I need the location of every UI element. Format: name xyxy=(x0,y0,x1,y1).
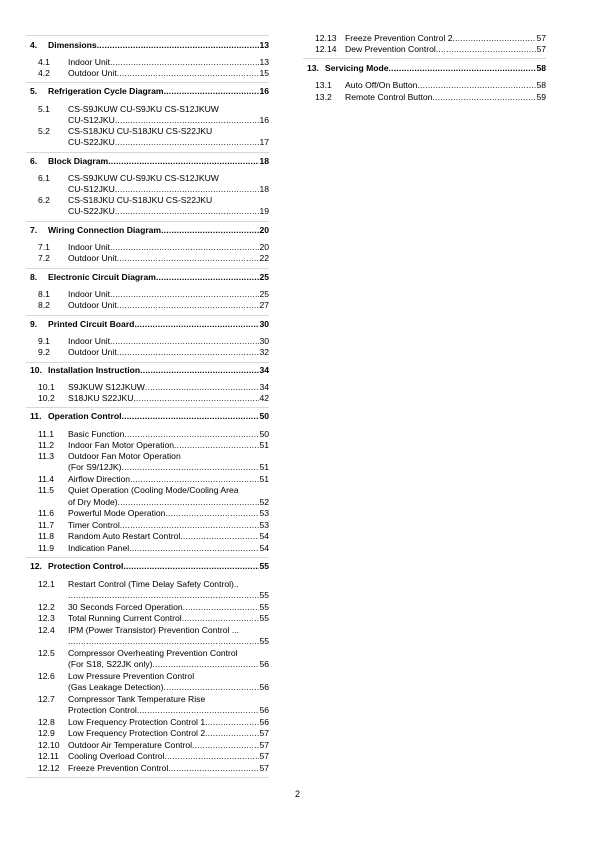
toc-subentry-continuation[interactable] xyxy=(26,636,269,647)
dot-leader xyxy=(452,33,536,44)
toc-section-entry[interactable] xyxy=(303,63,546,74)
section-divider xyxy=(26,407,269,408)
toc-subentry[interactable] xyxy=(26,336,269,347)
entry-number: 12.4 xyxy=(38,625,55,635)
toc-subentry[interactable] xyxy=(26,393,269,404)
entry-title: Indoor Fan Motor Operation xyxy=(68,440,175,450)
toc-subentry[interactable] xyxy=(26,451,269,462)
entry-number: 5.2 xyxy=(38,126,50,136)
entry-number: 11. xyxy=(30,411,42,421)
entry-title: Basic Function xyxy=(68,429,125,439)
entry-title: Compressor Overheating Prevention Control xyxy=(68,648,238,658)
entry-page: 13 xyxy=(259,40,269,50)
entry-title: Total Running Current Control xyxy=(68,613,182,623)
entry-title: CU-S12JKU xyxy=(68,184,115,194)
toc-subentry[interactable] xyxy=(26,485,269,496)
dot-leader xyxy=(124,429,259,440)
dot-leader xyxy=(123,561,259,572)
toc-subentry-continuation[interactable] xyxy=(26,137,269,148)
toc-subentry[interactable] xyxy=(26,195,269,206)
entry-number: 13.1 xyxy=(315,80,332,90)
entry-page: 53 xyxy=(259,520,269,530)
entry-number: 4. xyxy=(30,40,38,50)
entry-page: 16 xyxy=(259,86,269,96)
entry-title: Servicing Mode xyxy=(325,63,389,73)
toc-subentry-continuation[interactable] xyxy=(26,682,269,693)
entry-number: 11.2 xyxy=(38,440,55,450)
toc-subentry-continuation[interactable] xyxy=(26,184,269,195)
toc-subentry[interactable] xyxy=(26,173,269,184)
entry-title: Freeze Prevention Control 2 xyxy=(345,33,453,43)
entry-page: 17 xyxy=(259,137,269,147)
entry-number: 11.3 xyxy=(38,451,55,461)
entry-page: 57 xyxy=(259,751,269,761)
toc-subentry[interactable] xyxy=(26,543,269,554)
entry-title: CS-S9JKUW CU-S9JKU CS-S12JKUW xyxy=(68,173,219,183)
entry-number: 11.4 xyxy=(38,474,55,484)
entry-number: 12.10 xyxy=(38,740,60,750)
section-divider xyxy=(26,315,269,316)
entry-page: 13 xyxy=(259,57,269,67)
toc-section-entry[interactable] xyxy=(26,319,269,330)
entry-number: 9. xyxy=(30,319,38,329)
toc-subentry-continuation[interactable] xyxy=(26,705,269,716)
toc-subentry[interactable] xyxy=(26,242,269,253)
entry-title: CU-S22JKU xyxy=(68,137,115,147)
entry-number: 12.6 xyxy=(38,671,55,681)
toc-section-entry[interactable] xyxy=(26,225,269,236)
entry-page: 57 xyxy=(259,728,269,738)
entry-page: 56 xyxy=(259,682,269,692)
entry-page: 19 xyxy=(259,206,269,216)
entry-title: Outdoor Unit xyxy=(68,300,117,310)
entry-title: Timer Control xyxy=(68,520,120,530)
toc-subentry[interactable] xyxy=(26,694,269,705)
entry-number: 4.1 xyxy=(38,57,50,67)
toc-section-entry[interactable] xyxy=(26,40,269,51)
entry-page: 55 xyxy=(259,561,269,571)
entry-page: 56 xyxy=(259,717,269,727)
toc-section-entry[interactable] xyxy=(26,156,269,167)
entry-number: 6.2 xyxy=(38,195,50,205)
dot-leader xyxy=(183,602,260,613)
toc-subentry-continuation[interactable] xyxy=(26,206,269,217)
toc-section-entry[interactable] xyxy=(26,411,269,422)
entry-page: 42 xyxy=(259,393,269,403)
entry-title: Indoor Unit xyxy=(68,57,111,67)
toc-subentry-continuation[interactable] xyxy=(26,590,269,601)
dot-leader xyxy=(120,520,260,531)
toc-subentry[interactable] xyxy=(26,57,269,68)
entry-title: 30 Seconds Forced Operation xyxy=(68,602,183,612)
entry-number: 10.2 xyxy=(38,393,55,403)
dot-leader xyxy=(130,474,259,485)
entry-number: 12.1 xyxy=(38,579,55,589)
entry-number: 13. xyxy=(307,63,319,73)
dot-leader xyxy=(174,440,259,451)
dot-leader xyxy=(432,92,536,103)
toc-subentry-continuation[interactable] xyxy=(26,659,269,670)
entry-title: Indoor Unit xyxy=(68,242,111,252)
dot-leader xyxy=(145,382,260,393)
entry-title: Outdoor Unit xyxy=(68,68,117,78)
entry-number: 4.2 xyxy=(38,68,50,78)
entry-title: CU-S12JKU xyxy=(68,115,115,125)
toc-subentry[interactable] xyxy=(26,520,269,531)
dot-leader xyxy=(205,717,259,728)
entry-page: 15 xyxy=(259,68,269,78)
entry-number: 6.1 xyxy=(38,173,50,183)
entry-page: 54 xyxy=(259,531,269,541)
entry-title: (For S9/12JK) xyxy=(68,462,122,472)
entry-number: 11.9 xyxy=(38,543,55,553)
entry-title: Indoor Unit xyxy=(68,336,111,346)
entry-number: 11.1 xyxy=(38,429,55,439)
entry-title: Dimensions xyxy=(48,40,97,50)
entry-number: 12. xyxy=(30,561,42,571)
entry-number: 12.5 xyxy=(38,648,55,658)
toc-subentry[interactable] xyxy=(26,671,269,682)
dot-leader xyxy=(192,740,259,751)
dot-leader xyxy=(140,365,259,376)
entry-title: Protection Control xyxy=(68,705,137,715)
entry-title: Installation Instruction xyxy=(48,365,141,375)
dot-leader xyxy=(161,225,259,236)
entry-title: (For S18, S22JK only) xyxy=(68,659,153,669)
toc-subentry-continuation[interactable] xyxy=(26,115,269,126)
entry-number: 12.2 xyxy=(38,602,55,612)
entry-title: Outdoor Unit xyxy=(68,253,117,263)
entry-page: 20 xyxy=(259,242,269,252)
entry-number: 5.1 xyxy=(38,104,50,114)
toc-subentry[interactable] xyxy=(26,289,269,300)
entry-number: 12.14 xyxy=(315,44,337,54)
dot-leader xyxy=(417,80,536,91)
dot-leader xyxy=(165,751,260,762)
dot-leader xyxy=(97,40,260,51)
entry-title: Dew Prevention Control xyxy=(345,44,436,54)
entry-title: Random Auto Restart Control xyxy=(68,531,181,541)
dot-leader xyxy=(115,184,260,195)
entry-number: 7. xyxy=(30,225,38,235)
entry-number: 12.9 xyxy=(38,728,55,738)
dot-leader xyxy=(118,497,260,508)
entry-title: Outdoor Unit xyxy=(68,347,117,357)
toc-subentry-continuation[interactable] xyxy=(26,497,269,508)
entry-page: 18 xyxy=(259,156,269,166)
dot-leader xyxy=(68,636,259,647)
section-divider xyxy=(26,362,269,363)
dot-leader xyxy=(182,613,260,624)
entry-page: 55 xyxy=(259,636,269,646)
entry-page: 53 xyxy=(259,508,269,518)
toc-subentry-continuation[interactable] xyxy=(26,462,269,473)
entry-title: Electronic Circuit Diagram xyxy=(48,272,156,282)
dot-leader xyxy=(389,63,537,74)
dot-leader xyxy=(137,705,260,716)
entry-title: Freeze Prevention Control xyxy=(68,763,169,773)
entry-number: 8.1 xyxy=(38,289,50,299)
dot-leader xyxy=(153,659,260,670)
toc-subentry[interactable] xyxy=(26,300,269,311)
section-divider xyxy=(26,268,269,269)
entry-page: 57 xyxy=(536,33,546,43)
entry-number: 12.13 xyxy=(315,33,337,43)
entry-title: Protection Control xyxy=(48,561,124,571)
entry-title: S9JKUW S12JKUW xyxy=(68,382,145,392)
dot-leader xyxy=(134,319,259,330)
section-divider xyxy=(26,221,269,222)
entry-number: 9.1 xyxy=(38,336,50,346)
entry-page: 30 xyxy=(259,319,269,329)
toc-subentry[interactable] xyxy=(26,531,269,542)
entry-page: 16 xyxy=(259,115,269,125)
entry-title: Wiring Connection Diagram xyxy=(48,225,162,235)
entry-number: 12.11 xyxy=(38,751,59,761)
entry-number: 12.7 xyxy=(38,694,55,704)
toc-subentry[interactable] xyxy=(26,382,269,393)
entry-title: CS-S18JKU CU-S18JKU CS-S22JKU xyxy=(68,195,213,205)
toc-subentry[interactable] xyxy=(26,253,269,264)
entry-page: 18 xyxy=(259,184,269,194)
entry-page: 32 xyxy=(259,347,269,357)
dot-leader xyxy=(129,543,259,554)
entry-title: of Dry Mode) xyxy=(68,497,118,507)
page-number: 2 xyxy=(294,789,300,799)
dot-leader xyxy=(117,300,260,311)
entry-number: 7.2 xyxy=(38,253,50,263)
entry-number: 8.2 xyxy=(38,300,50,310)
dot-leader xyxy=(122,411,260,422)
entry-title: Powerful Mode Operation xyxy=(68,508,166,518)
section-divider xyxy=(26,82,269,83)
entry-title: Cooling Overload Control xyxy=(68,751,165,761)
entry-page: 55 xyxy=(259,613,269,623)
toc-subentry[interactable] xyxy=(26,751,269,762)
entry-page: 51 xyxy=(259,440,269,450)
section-divider xyxy=(26,152,269,153)
dot-leader xyxy=(117,347,260,358)
toc-section-entry[interactable] xyxy=(26,365,269,376)
dot-leader xyxy=(68,590,259,601)
dot-leader xyxy=(133,393,259,404)
dot-leader xyxy=(108,156,259,167)
entry-page: 58 xyxy=(536,63,546,73)
entry-number: 10. xyxy=(30,365,42,375)
toc-subentry[interactable] xyxy=(26,429,269,440)
entry-title: Remote Control Button xyxy=(345,92,433,102)
entry-number: 11.8 xyxy=(38,531,55,541)
dot-leader xyxy=(436,44,537,55)
toc-subentry[interactable] xyxy=(303,44,546,55)
entry-number: 12.12 xyxy=(38,763,60,773)
entry-page: 57 xyxy=(536,44,546,54)
toc-section-entry[interactable] xyxy=(26,272,269,283)
toc-subentry[interactable] xyxy=(26,508,269,519)
entry-title: Operation Control xyxy=(48,411,122,421)
entry-page: 30 xyxy=(259,336,269,346)
entry-page: 20 xyxy=(259,225,269,235)
entry-title: Outdoor Air Temperature Control xyxy=(68,740,193,750)
section-divider xyxy=(303,58,546,59)
entry-number: 8. xyxy=(30,272,38,282)
toc-section-entry[interactable] xyxy=(26,561,269,572)
toc-subentry[interactable] xyxy=(26,740,269,751)
entry-title: Low Frequency Protection Control 2 xyxy=(68,728,206,738)
entry-page: 57 xyxy=(259,763,269,773)
dot-leader xyxy=(164,682,260,693)
toc-subentry[interactable] xyxy=(26,728,269,739)
entry-number: 11.5 xyxy=(38,485,55,495)
toc-subentry[interactable] xyxy=(303,92,546,103)
dot-leader xyxy=(117,253,260,264)
entry-title: CU-S22JKU xyxy=(68,206,115,216)
entry-page: 25 xyxy=(259,289,269,299)
entry-page: 55 xyxy=(259,590,269,600)
entry-page: 57 xyxy=(259,740,269,750)
entry-title: CS-S9JKUW CU-S9JKU CS-S12JKUW xyxy=(68,104,219,114)
toc-subentry[interactable] xyxy=(26,763,269,774)
dot-leader xyxy=(110,289,259,300)
entry-title: CS-S18JKU CU-S18JKU CS-S22JKU xyxy=(68,126,213,136)
entry-title: IPM (Power Transistor) Prevention Control ... xyxy=(68,625,239,635)
entry-page: 56 xyxy=(259,659,269,669)
section-divider xyxy=(26,557,269,558)
toc-subentry[interactable] xyxy=(26,440,269,451)
entry-title: Restart Control (Time Delay Safety Control).. xyxy=(68,579,239,589)
entry-number: 11.6 xyxy=(38,508,55,518)
entry-title: Indication Panel xyxy=(68,543,130,553)
entry-number: 12.3 xyxy=(38,613,55,623)
entry-page: 58 xyxy=(536,80,546,90)
toc-section-entry[interactable] xyxy=(26,86,269,97)
dot-leader xyxy=(115,206,260,217)
entry-title: (Gas Leakage Detection) xyxy=(68,682,164,692)
entry-number: 5. xyxy=(30,86,38,96)
entry-page: 50 xyxy=(259,429,269,439)
entry-page: 22 xyxy=(259,253,269,263)
entry-number: 10.1 xyxy=(38,382,55,392)
entry-title: Refrigeration Cycle Diagram xyxy=(48,86,164,96)
dot-leader xyxy=(156,272,260,283)
toc-subentry[interactable] xyxy=(26,602,269,613)
entry-title: Airflow Direction xyxy=(68,474,131,484)
entry-page: 25 xyxy=(259,272,269,282)
entry-page: 55 xyxy=(259,602,269,612)
dot-leader xyxy=(205,728,259,739)
dot-leader xyxy=(110,242,259,253)
entry-title: Outdoor Fan Motor Operation xyxy=(68,451,181,461)
entry-page: 34 xyxy=(259,365,269,375)
entry-page: 52 xyxy=(259,497,269,507)
entry-number: 11.7 xyxy=(38,520,55,530)
toc-subentry[interactable] xyxy=(26,474,269,485)
dot-leader xyxy=(122,462,260,473)
toc-subentry[interactable] xyxy=(26,68,269,79)
entry-page: 54 xyxy=(259,543,269,553)
entry-page: 50 xyxy=(259,411,269,421)
dot-leader xyxy=(117,68,260,79)
toc-subentry[interactable] xyxy=(303,80,546,91)
toc-subentry[interactable] xyxy=(26,625,269,636)
section-divider xyxy=(26,35,269,36)
dot-leader xyxy=(110,57,259,68)
entry-page: 51 xyxy=(259,462,269,472)
entry-title: Block Diagram xyxy=(48,156,109,166)
toc-subentry[interactable] xyxy=(26,104,269,115)
dot-leader xyxy=(115,115,260,126)
entry-title: S18JKU S22JKU xyxy=(68,393,134,403)
dot-leader xyxy=(180,531,259,542)
dot-leader xyxy=(110,336,259,347)
dot-leader xyxy=(164,86,260,97)
entry-page: 59 xyxy=(536,92,546,102)
entry-title: Indoor Unit xyxy=(68,289,111,299)
dot-leader xyxy=(115,137,260,148)
entry-page: 27 xyxy=(259,300,269,310)
entry-title: Low Pressure Prevention Control xyxy=(68,671,195,681)
section-divider xyxy=(26,777,269,778)
entry-page: 34 xyxy=(259,382,269,392)
entry-number: 13.2 xyxy=(315,92,332,102)
entry-page: 56 xyxy=(259,705,269,715)
toc-subentry[interactable] xyxy=(26,648,269,659)
entry-title: Auto Off/On Button xyxy=(345,80,418,90)
entry-number: 7.1 xyxy=(38,242,50,252)
entry-title: Printed Circuit Board xyxy=(48,319,135,329)
toc-subentry[interactable] xyxy=(303,33,546,44)
entry-page: 51 xyxy=(259,474,269,484)
toc-subentry[interactable] xyxy=(26,717,269,728)
entry-number: 9.2 xyxy=(38,347,50,357)
toc-subentry[interactable] xyxy=(26,126,269,137)
entry-title: Low Frequency Protection Control 1 xyxy=(68,717,206,727)
toc-subentry[interactable] xyxy=(26,579,269,590)
dot-leader xyxy=(165,508,259,519)
toc-subentry[interactable] xyxy=(26,613,269,624)
entry-number: 12.8 xyxy=(38,717,55,727)
toc-subentry[interactable] xyxy=(26,347,269,358)
entry-number: 6. xyxy=(30,156,38,166)
entry-title: Quiet Operation (Cooling Mode/Cooling Area xyxy=(68,485,239,495)
entry-title: Compressor Tank Temperature Rise xyxy=(68,694,206,704)
dot-leader xyxy=(168,763,259,774)
